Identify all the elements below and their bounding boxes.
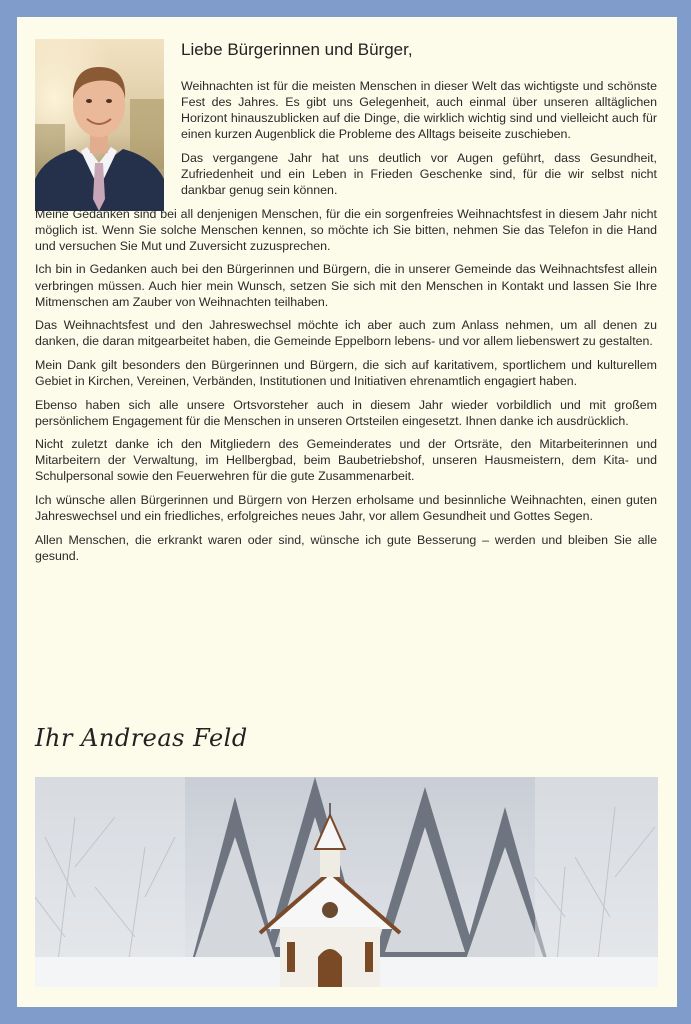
letter-greeting: Liebe Bürgerinnen und Bürger, [181,40,413,59]
letter-paragraph: Ich wünsche allen Bürgerinnen und Bürgern von Herzen erholsame und besinnliche Weihnachten, einen guten Jahreswechsel und ein friedliches, erfolgreiches neues Jahr, vor allem Gesundheit und Gottes Segen. [35,493,657,524]
letter-paragraph: Das vergangene Jahr hat uns deutlich vor Augen geführt, dass Gesundheit, Zufriedenheit und ein Leben in Frieden Geschenke sind, für die wir selbst nicht dankbar genug sein können. [181,150,657,198]
letter-paragraph: Mein Dank gilt besonders den Bürgerinnen und Bürgern, die sich auf karitativem, sportlichem und kulturellem Gebiet in Kirchen, Vereinen, Verbänden, Institutionen und Initiativen ehrenamtlich engagiert haben. [35,357,657,388]
winter-chapel-photo [35,777,658,987]
letter-body [35,78,657,571]
letter-page [17,17,677,1007]
letter-paragraph: Nicht zuletzt danke ich den Mitgliedern des Gemeinderates und der Ortsräte, den Mitarbeiterinnen und Mitarbeitern der Verwaltung, im Hellbergbad, beim Baubetriebshof, unseren Hausmeistern, dem Kita- und Schulpersonal sowie den Feuerwehren für die gute Zusammenarbeit. [35,437,657,484]
letter-paragraph: Weihnachten ist für die meisten Menschen in dieser Welt das wichtigste und schönste Fest des Jahres. Es gibt uns Gelegenheit, auch einmal über unseren alltäglichen Horizont hinauszublicken auf die Dinge, die wirklich wichtig sind und vielleicht auch für einen kurzen Augenblick die Probleme des Alltags beiseite zuschieben. [181,79,657,142]
letter-paragraph: Ich bin in Gedanken auch bei den Bürgerinnen und Bürgern, die in unserer Gemeinde das Weihnachtsfest allein verbringen müssen. Auch hier mein Wunsch, setzen Sie sich mit den Menschen in Kontakt und lassen Sie Ihre Mitmenschen am Zauber von Weihnachten teilhaben. [35,262,657,309]
signature: Ihr Andreas Feld [35,724,248,752]
letter-paragraph: Das Weihnachtsfest und den Jahreswechsel möchte ich aber auch zum Anlass nehmen, um all denen zu danken, die daran mitgearbeitet haben, die Gemeinde Eppelborn lebens- und vor allem liebenswert zu gestalten. [35,318,657,349]
letter-paragraph: Meine Gedanken sind bei all denjenigen Menschen, für die ein sorgenfreies Weihnachtsfest in diesem Jahr nicht möglich ist. Wenn Sie solche Menschen kennen, so möchte ich Sie bitten, nehmen Sie das Telefon in die Hand und versuchen Sie Mut und Zuversicht zuzusprechen. [35,206,657,253]
letter-paragraph: Ebenso haben sich alle unsere Ortsvorsteher auch in diesem Jahr wieder vorbildlich und mit großem persönlichem Engagement für die Menschen in unseren Ortsteilen eingesetzt. Ihnen danke ich ausdrücklich. [35,397,657,428]
letter-paragraph: Allen Menschen, die erkrankt waren oder sind, wünsche ich gute Besserung – werden und bleiben Sie alle gesund. [35,532,657,563]
